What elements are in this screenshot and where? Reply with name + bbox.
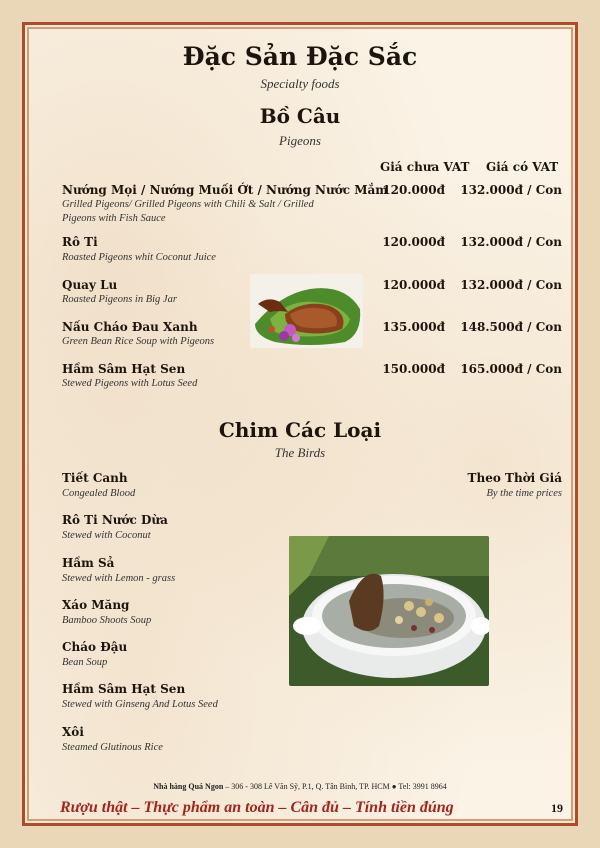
menu-item-desc: Congealed Blood — [62, 488, 136, 499]
page-subtitle: Specialty foods — [260, 76, 340, 91]
menu-item-price: 120.000đ — [382, 278, 445, 292]
menu-item-price: 150.000đ — [382, 362, 445, 376]
menu-item-name: Cháo Đậu — [62, 640, 128, 654]
section-subtitle-pigeons: Pigeons — [279, 133, 321, 148]
menu-item-price: 120.000đ — [382, 235, 445, 249]
page-number: 19 — [551, 801, 563, 815]
menu-item-price-vat: 132.000đ / Con — [460, 278, 562, 292]
menu-item-desc: Stewed with Ginseng And Lotus Seed — [62, 699, 218, 710]
menu-item-price-vat: 132.000đ / Con — [460, 183, 562, 197]
column-header-price-no-vat: Giá chưa VAT — [380, 160, 470, 174]
menu-item-desc: Stewed Pigeons with Lotus Seed — [62, 378, 198, 389]
menu-item-desc: Bamboo Shoots Soup — [62, 615, 152, 626]
menu-item-name: Hầm Sâm Hạt Sen — [62, 682, 186, 696]
page-title: Đặc Sản Đặc Sắc — [182, 42, 418, 71]
menu-item-name: Xáo Măng — [62, 598, 130, 612]
menu-item-name: Xôi — [62, 725, 84, 739]
footer-contact — [0, 782, 600, 791]
section-title-birds: Chim Các Loại — [218, 418, 382, 442]
menu-item-desc: Roasted Pigeons in Big Jar — [62, 294, 177, 305]
menu-item-price-vat: 132.000đ / Con — [460, 235, 562, 249]
menu-item-desc: Green Bean Rice Soup with Pigeons — [62, 336, 215, 347]
menu-item-desc: Pigeons with Fish Sauce — [62, 213, 166, 224]
section-title-pigeons: Bồ Câu — [259, 104, 341, 128]
menu-item-desc: Steamed Glutinous Rice — [62, 742, 163, 753]
restaurant-address: – 306 - 308 Lê Văn Sỹ, P.1, Q. Tân Bình, TP. HCM ● Tel: 3991 8964 — [225, 782, 447, 791]
menu-item-name: Rô Ti — [62, 235, 98, 249]
menu-item-name: Tiết Canh — [62, 471, 128, 485]
menu-item-price-vat: 148.500đ / Con — [460, 320, 562, 334]
menu-item-desc: Stewed with Coconut — [62, 530, 151, 541]
menu-item-desc: Bean Soup — [62, 657, 108, 668]
menu-item-name: Nướng Mọi / Nướng Muối Ớt / Nướng Nước Mắm — [62, 183, 388, 197]
menu-item-name: Nấu Cháo Đau Xanh — [62, 320, 198, 334]
menu-item-name: Rô Ti Nước Dừa — [62, 513, 168, 527]
market-price-label: Theo Thời Giá — [467, 471, 562, 485]
menu-item-desc: Roasted Pigeons whit Coconut Juice — [62, 252, 216, 263]
section-subtitle-birds: The Birds — [274, 445, 326, 460]
footer-slogan: Rượu thật – Thực phẩm an toàn – Cân đủ – Tính tiền đúng — [60, 799, 454, 816]
menu-item-price: 120.000đ — [382, 183, 445, 197]
menu-item-desc: Grilled Pigeons/ Grilled Pigeons with Chili & Salt / Grilled — [62, 199, 314, 210]
roasted-pigeon-photo — [250, 274, 363, 348]
bird-soup-photo — [289, 536, 489, 686]
restaurant-name: Nhà hàng Quá Ngon — [153, 782, 224, 791]
column-header-price-vat: Giá có VAT — [486, 160, 559, 174]
menu-item-desc: Stewed with Lemon - grass — [62, 573, 176, 584]
menu-item-name: Hầm Sâm Hạt Sen — [62, 362, 186, 376]
menu-item-price: 135.000đ — [382, 320, 445, 334]
menu-item-name: Quay Lu — [62, 278, 118, 292]
menu-item-name: Hầm Sả — [62, 556, 115, 570]
market-price-label-en: By the time prices — [486, 488, 562, 499]
menu-item-price-vat: 165.000đ / Con — [460, 362, 562, 376]
